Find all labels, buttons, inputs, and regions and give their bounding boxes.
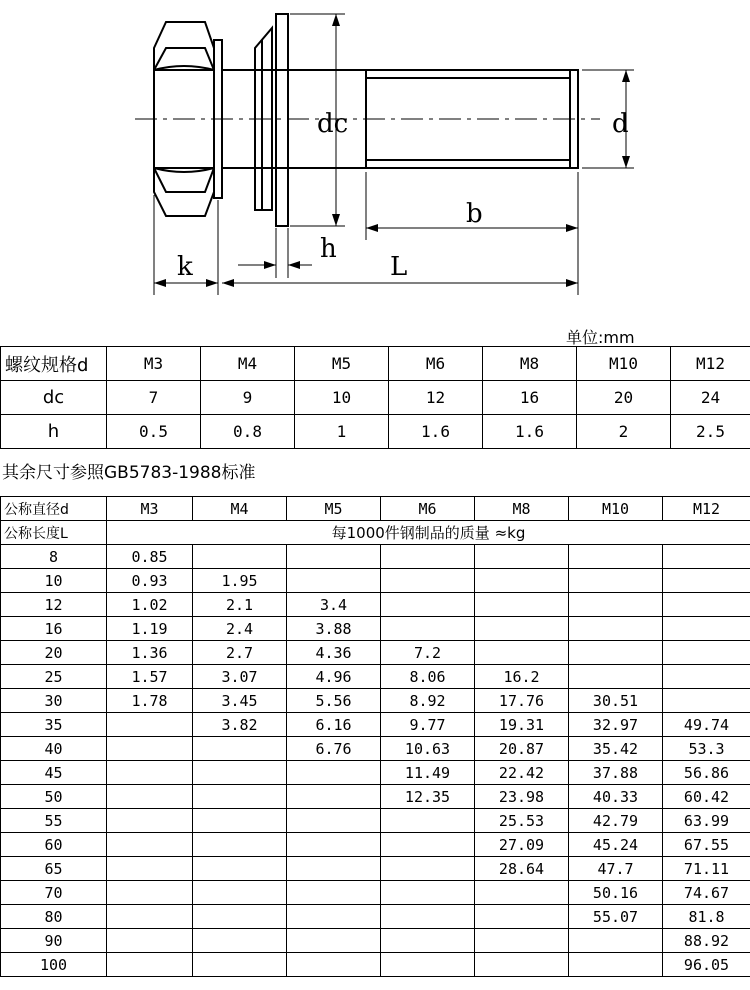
- size-cell: M4: [193, 497, 287, 521]
- mass-cell: 11.49: [381, 761, 475, 785]
- spec-cell: M5: [295, 347, 389, 381]
- mass-cell: 6.16: [287, 713, 381, 737]
- table-subheader-row: [1, 521, 750, 545]
- mass-cell: 47.7: [569, 857, 663, 881]
- label-L: L: [390, 252, 408, 282]
- size-cell: M10: [569, 497, 663, 521]
- length-cell: 12: [1, 593, 107, 617]
- label-dc: dc: [317, 109, 349, 139]
- table-row: [1, 833, 750, 857]
- mass-cell: [475, 953, 569, 977]
- mass-cell: [287, 809, 381, 833]
- mass-cell: [381, 881, 475, 905]
- table-row: [1, 905, 750, 929]
- table-row: [1, 929, 750, 953]
- size-cell: M5: [287, 497, 381, 521]
- mass-cell: [193, 881, 287, 905]
- spec-cell: M8: [483, 347, 577, 381]
- mass-cell: [193, 761, 287, 785]
- mass-cell: 12.35: [381, 785, 475, 809]
- mass-cell: [475, 569, 569, 593]
- mass-cell: [193, 545, 287, 569]
- mass-cell: [663, 617, 750, 641]
- mass-cell: [381, 833, 475, 857]
- table-row: [1, 415, 750, 449]
- mass-cell: 35.42: [569, 737, 663, 761]
- mass-cell: [381, 545, 475, 569]
- mass-cell: [381, 953, 475, 977]
- table-row: [1, 761, 750, 785]
- table-header-row: [1, 347, 750, 381]
- mass-cell: [663, 545, 750, 569]
- table-header-row: [1, 497, 750, 521]
- mass-cell: 53.3: [663, 737, 750, 761]
- mass-cell: 56.86: [663, 761, 750, 785]
- mass-cell: [287, 761, 381, 785]
- mass-cell: 32.97: [569, 713, 663, 737]
- dimension-table: [0, 346, 750, 449]
- mass-cell: [381, 905, 475, 929]
- mass-cell: 6.76: [287, 737, 381, 761]
- table-cell: 1.6: [389, 415, 483, 449]
- table-cell: 24: [671, 381, 750, 415]
- mass-cell: [193, 857, 287, 881]
- mass-cell: 37.88: [569, 761, 663, 785]
- spec-cell: M10: [577, 347, 671, 381]
- table-row: [1, 713, 750, 737]
- spec-cell: M4: [201, 347, 295, 381]
- label-k: k: [177, 252, 193, 282]
- table-row: [1, 545, 750, 569]
- mass-cell: 8.06: [381, 665, 475, 689]
- size-cell: M3: [107, 497, 193, 521]
- mass-cell: [475, 881, 569, 905]
- table-cell: 1: [295, 415, 389, 449]
- table-cell: 2: [577, 415, 671, 449]
- mass-cell: [107, 833, 193, 857]
- mass-cell: [193, 905, 287, 929]
- mass-cell: [381, 617, 475, 641]
- mass-cell: [193, 953, 287, 977]
- mass-cell: 3.4: [287, 593, 381, 617]
- length-cell: 8: [1, 545, 107, 569]
- mass-cell: [381, 593, 475, 617]
- mass-cell: [663, 569, 750, 593]
- mass-cell: [287, 785, 381, 809]
- mass-cell: 30.51: [569, 689, 663, 713]
- label-h: h: [320, 234, 337, 264]
- table-cell: 9: [201, 381, 295, 415]
- mass-cell: 60.42: [663, 785, 750, 809]
- unit-label: 单位:mm: [566, 328, 635, 347]
- length-cell: 50: [1, 785, 107, 809]
- mass-cell: 10.63: [381, 737, 475, 761]
- mass-cell: [287, 545, 381, 569]
- mass-cell: 1.02: [107, 593, 193, 617]
- mass-cell: 4.96: [287, 665, 381, 689]
- mass-cell: [569, 617, 663, 641]
- mass-cell: 67.55: [663, 833, 750, 857]
- mass-cell: 17.76: [475, 689, 569, 713]
- mass-cell: 0.93: [107, 569, 193, 593]
- mass-cell: [107, 905, 193, 929]
- mass-cell: 1.19: [107, 617, 193, 641]
- mass-cell: [475, 641, 569, 665]
- length-cell: 30: [1, 689, 107, 713]
- mass-cell: 49.74: [663, 713, 750, 737]
- mass-cell: [287, 833, 381, 857]
- mass-cell: [569, 665, 663, 689]
- table-row: [1, 737, 750, 761]
- mass-cell: [287, 929, 381, 953]
- table-row: [1, 809, 750, 833]
- mass-cell: [193, 833, 287, 857]
- mass-cell: [663, 641, 750, 665]
- length-cell: 80: [1, 905, 107, 929]
- mass-cell: 27.09: [475, 833, 569, 857]
- mass-cell: [193, 809, 287, 833]
- row-label: h: [1, 415, 107, 449]
- spec-cell: M3: [107, 347, 201, 381]
- standard-note: 其余尺寸参照GB5783-1988标准: [2, 463, 256, 483]
- length-cell: 55: [1, 809, 107, 833]
- dimension-arrows: [154, 14, 630, 287]
- mass-cell: 2.1: [193, 593, 287, 617]
- mass-cell: [287, 905, 381, 929]
- mass-cell: [107, 929, 193, 953]
- table-row: [1, 593, 750, 617]
- mass-cell: [193, 737, 287, 761]
- mass-cell: [381, 569, 475, 593]
- table-cell: 10: [295, 381, 389, 415]
- length-cell: 10: [1, 569, 107, 593]
- mass-cell: [107, 809, 193, 833]
- mass-cell: [569, 929, 663, 953]
- mass-cell: 45.24: [569, 833, 663, 857]
- table-cell: 12: [389, 381, 483, 415]
- mass-cell: 1.57: [107, 665, 193, 689]
- size-cell: M8: [475, 497, 569, 521]
- mass-cell: 22.42: [475, 761, 569, 785]
- mass-cell: [569, 569, 663, 593]
- size-cell: M12: [663, 497, 750, 521]
- mass-cell: 1.95: [193, 569, 287, 593]
- length-cell: 20: [1, 641, 107, 665]
- length-label: 公称长度L: [1, 521, 107, 545]
- mass-cell: [475, 545, 569, 569]
- mass-cell: 71.11: [663, 857, 750, 881]
- table-cell: 20: [577, 381, 671, 415]
- mass-cell: [663, 593, 750, 617]
- mass-cell: 4.36: [287, 641, 381, 665]
- mass-cell: [475, 929, 569, 953]
- spec-cell: M6: [389, 347, 483, 381]
- mass-cell: [107, 713, 193, 737]
- mass-cell: 9.77: [381, 713, 475, 737]
- table-row: [1, 569, 750, 593]
- mass-cell: [193, 929, 287, 953]
- mass-cell: [381, 929, 475, 953]
- length-cell: 90: [1, 929, 107, 953]
- mass-cell: 74.67: [663, 881, 750, 905]
- mass-cell: 88.92: [663, 929, 750, 953]
- mass-cell: 3.88: [287, 617, 381, 641]
- length-cell: 100: [1, 953, 107, 977]
- mass-cell: 5.56: [287, 689, 381, 713]
- mass-cell: [107, 785, 193, 809]
- length-cell: 45: [1, 761, 107, 785]
- mass-cell: [287, 569, 381, 593]
- table-row: [1, 617, 750, 641]
- mass-cell: 55.07: [569, 905, 663, 929]
- table-row: [1, 641, 750, 665]
- mass-cell: [569, 545, 663, 569]
- label-d: d: [612, 109, 629, 139]
- mass-cell: 42.79: [569, 809, 663, 833]
- mass-cell: 2.7: [193, 641, 287, 665]
- mass-cell: [569, 641, 663, 665]
- table-row: [1, 785, 750, 809]
- mass-cell: 20.87: [475, 737, 569, 761]
- table-row: [1, 665, 750, 689]
- mass-cell: [569, 593, 663, 617]
- mass-cell: 25.53: [475, 809, 569, 833]
- mass-cell: 1.36: [107, 641, 193, 665]
- mass-cell: [107, 881, 193, 905]
- mass-cell: 8.92: [381, 689, 475, 713]
- mass-cell: [475, 593, 569, 617]
- table-row: [1, 381, 750, 415]
- mass-cell: 96.05: [663, 953, 750, 977]
- mass-cell: 1.78: [107, 689, 193, 713]
- mass-cell: 16.2: [475, 665, 569, 689]
- bolt-technical-drawing: [0, 0, 750, 320]
- mass-cell: [107, 953, 193, 977]
- mass-cell: 23.98: [475, 785, 569, 809]
- mass-cell: 40.33: [569, 785, 663, 809]
- mass-cell: 50.16: [569, 881, 663, 905]
- mass-cell: 3.07: [193, 665, 287, 689]
- label-b: b: [466, 199, 483, 229]
- mass-cell: [287, 857, 381, 881]
- mass-cell: [107, 737, 193, 761]
- table-cell: 0.5: [107, 415, 201, 449]
- mass-cell: [475, 617, 569, 641]
- mass-cell: [475, 905, 569, 929]
- diameter-label: 公称直径d: [1, 497, 107, 521]
- mass-cell: [287, 953, 381, 977]
- length-cell: 35: [1, 713, 107, 737]
- mass-cell: [381, 857, 475, 881]
- mass-cell: 3.82: [193, 713, 287, 737]
- length-cell: 65: [1, 857, 107, 881]
- mass-caption: 每1000件钢制品的质量 ≈kg: [107, 521, 750, 545]
- mass-cell: [569, 953, 663, 977]
- mass-cell: [381, 809, 475, 833]
- table-cell: 16: [483, 381, 577, 415]
- mass-cell: 2.4: [193, 617, 287, 641]
- spec-label: 螺纹规格d: [1, 347, 107, 381]
- table-row: [1, 881, 750, 905]
- length-cell: 60: [1, 833, 107, 857]
- spec-cell: M12: [671, 347, 750, 381]
- table-row: [1, 953, 750, 977]
- length-cell: 40: [1, 737, 107, 761]
- table-cell: 0.8: [201, 415, 295, 449]
- mass-cell: [193, 785, 287, 809]
- table-cell: 1.6: [483, 415, 577, 449]
- mass-cell: [107, 857, 193, 881]
- mass-table: [0, 496, 750, 977]
- mass-cell: [287, 881, 381, 905]
- mass-cell: [107, 761, 193, 785]
- table-row: [1, 689, 750, 713]
- mass-cell: 3.45: [193, 689, 287, 713]
- mass-cell: 81.8: [663, 905, 750, 929]
- mass-cell: [663, 689, 750, 713]
- length-cell: 16: [1, 617, 107, 641]
- table-cell: 2.5: [671, 415, 750, 449]
- mass-cell: 63.99: [663, 809, 750, 833]
- mass-cell: 7.2: [381, 641, 475, 665]
- row-label: dc: [1, 381, 107, 415]
- mass-cell: 28.64: [475, 857, 569, 881]
- mass-cell: [663, 665, 750, 689]
- table-cell: 7: [107, 381, 201, 415]
- length-cell: 25: [1, 665, 107, 689]
- mass-cell: 0.85: [107, 545, 193, 569]
- size-cell: M6: [381, 497, 475, 521]
- table-row: [1, 857, 750, 881]
- length-cell: 70: [1, 881, 107, 905]
- mass-cell: 19.31: [475, 713, 569, 737]
